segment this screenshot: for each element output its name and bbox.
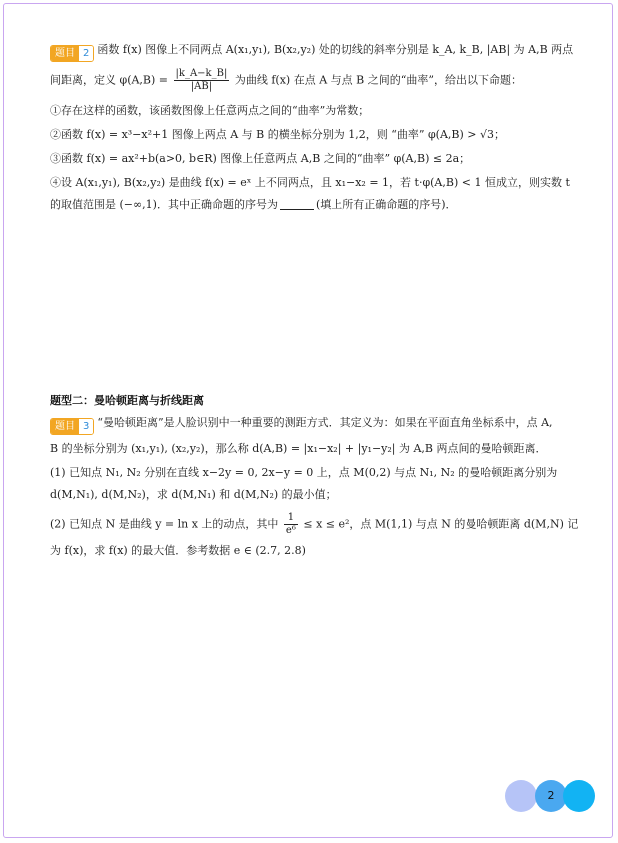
page-number: 2 bbox=[547, 789, 555, 802]
problem-2-def-pre: 间距离，定义 φ(A,B) = bbox=[50, 73, 169, 87]
statement-4-line-2 bbox=[50, 197, 585, 213]
fraction-numerator: 1 bbox=[284, 512, 298, 525]
statement-1: ①存在这样的函数，该函数图像上任意两点之间的“曲率”为常数； bbox=[50, 104, 370, 117]
part-1-line-1: (1) 已知点 N₁, N₂ 分别在直线 x−2y = 0, 2x−y = 0 上，点 M(0,2) 与点 N₁, N₂ 的曼哈顿距离分别为 bbox=[50, 466, 558, 479]
problem-tag-number: 2 bbox=[79, 46, 93, 61]
range-fraction bbox=[284, 512, 298, 537]
statement-4-line-1: ④设 A(x₁,y₁), B(x₂,y₂) 是曲线 f(x) = eˣ 上不同两点，且 x₁−x₂ = 1，若 t·φ(A,B) < 1 恒成立，则实数 t bbox=[50, 176, 570, 189]
statement-4-instruction: (填上所有正确命题的序号)． bbox=[315, 198, 457, 211]
problem-3-text-1: “曼哈顿距离”是人脸识别中一种重要的测距方式．其定义为：如果在平面直角坐标系中，点 A, bbox=[97, 416, 553, 429]
problem-3-line-2: B 的坐标分别为 (x₁,y₁), (x₂,y₂)，那么称 d(A,B) = |x₁−x₂| + |y₁−y₂| 为 A,B 两点间的曼哈顿距离． bbox=[50, 442, 547, 455]
statement-4-text: 的取值范围是 (−∞,1)．其中正确命题的序号为 bbox=[50, 198, 278, 211]
section-title: 题型二：曼哈顿距离与折线距离 bbox=[50, 394, 204, 407]
problem-3-tag bbox=[50, 418, 94, 435]
problem-2-tag bbox=[50, 45, 94, 62]
problem-2-text-1: 函数 f(x) 图像上不同两点 A(x₁,y₁), B(x₂,y₂) 处的切线的斜率分别是 k_A, k_B, |AB| 为 A,B 两点 bbox=[97, 43, 574, 56]
curvature-fraction bbox=[174, 68, 230, 93]
fraction-denominator: |AB| bbox=[190, 81, 213, 92]
part-2-text-pre: (2) 已知点 N 是曲线 y = ln x 上的动点，其中 bbox=[50, 517, 279, 531]
page-decoration-circle bbox=[505, 780, 537, 812]
problem-2-line-1 bbox=[50, 42, 585, 62]
problem-tag-label: 题目 bbox=[51, 46, 79, 61]
problem-2 bbox=[50, 42, 585, 213]
part-2-line-1 bbox=[50, 512, 585, 537]
part-2-line-2: 为 f(x)，求 f(x) 的最大值．参考数据 e ∈ (2.7, 2.8) bbox=[50, 544, 306, 557]
fraction-denominator: e⁶ bbox=[285, 525, 296, 536]
fraction-numerator: |k_A−k_B| bbox=[175, 68, 228, 79]
problem-3-line-1 bbox=[50, 415, 585, 435]
statement-3: ③函数 f(x) = ax²+b(a>0, b∈R) 图像上任意两点 A,B 之间的“曲率” φ(A,B) ≤ 2a； bbox=[50, 152, 471, 165]
problem-2-def-post: 为曲线 f(x) 在点 A 与点 B 之间的“曲率”，给出以下命题： bbox=[234, 73, 522, 87]
part-2-text-post: ≤ x ≤ e²，点 M(1,1) 与点 N 的曼哈顿距离 d(M,N) 记 bbox=[303, 517, 579, 531]
problem-3 bbox=[50, 415, 585, 559]
problem-tag-number: 3 bbox=[79, 419, 93, 434]
problem-2-line-2 bbox=[50, 68, 585, 93]
answer-blank[interactable] bbox=[280, 199, 314, 210]
page-decoration-circle bbox=[563, 780, 595, 812]
statement-2: ②函数 f(x) = x³−x²+1 图像上两点 A 与 B 的横坐标分别为 1,2，则 “曲率” φ(A,B) > √3； bbox=[50, 128, 505, 141]
problem-tag-label: 题目 bbox=[51, 419, 79, 434]
part-1-line-2: d(M,N₁), d(M,N₂)，求 d(M,N₁) 和 d(M,N₂) 的最小值； bbox=[50, 488, 337, 501]
